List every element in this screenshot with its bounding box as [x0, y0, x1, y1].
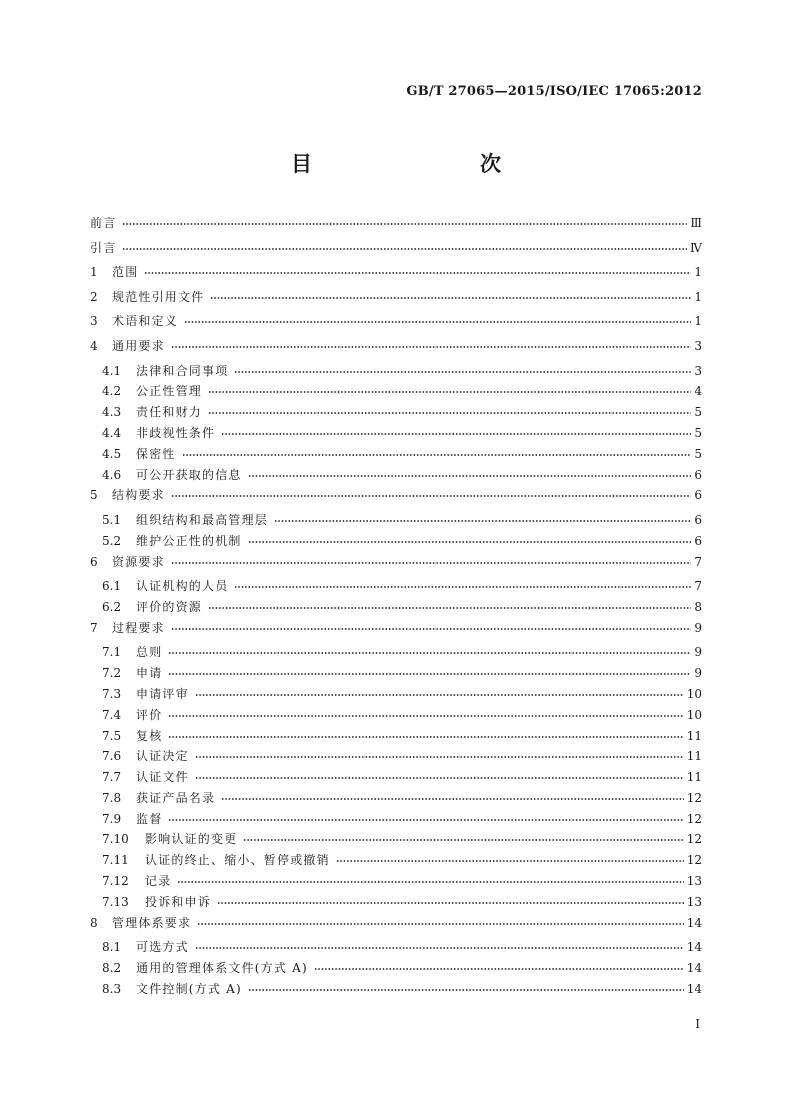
- toc-entry[interactable]: [90, 599, 702, 620]
- toc-leader-dots: [122, 215, 687, 227]
- toc-title: 目 次: [291, 151, 543, 176]
- toc-entry-page: 6: [694, 512, 702, 527]
- toc-entry[interactable]: [90, 790, 702, 811]
- toc-entry-title: 保密性: [136, 446, 176, 461]
- toc-entry[interactable]: [90, 446, 702, 467]
- toc-entry-page: 5: [694, 405, 702, 420]
- toc-entry-page: 14: [686, 915, 702, 930]
- toc-entry-page: 11: [686, 770, 702, 785]
- toc-leader-dots: [336, 852, 684, 864]
- toc-entry[interactable]: [90, 240, 702, 265]
- toc-entry-page: Ⅳ: [690, 240, 702, 255]
- table-of-contents: [90, 215, 702, 1002]
- toc-entry[interactable]: [90, 289, 702, 314]
- toc-entry-number: 4.6: [102, 467, 122, 482]
- toc-entry-title: 申请: [136, 666, 163, 681]
- toc-entry[interactable]: [90, 554, 702, 579]
- toc-entry-page: 12: [686, 811, 702, 826]
- toc-entry-title: 非歧视性条件: [136, 425, 216, 440]
- toc-entry-title: 责任和财力: [136, 405, 203, 420]
- toc-entry-number: 7.12: [102, 874, 129, 889]
- toc-entry-page: 4: [694, 384, 702, 399]
- toc-entry-number: 4.3: [102, 405, 122, 420]
- toc-entry[interactable]: [90, 363, 702, 384]
- toc-leader-dots: [217, 894, 684, 906]
- toc-entry-title: 文件控制(方式 A): [136, 981, 242, 996]
- toc-entry-page: 12: [686, 832, 702, 847]
- toc-entry-page: 6: [694, 467, 702, 482]
- toc-entry-number: 8.3: [102, 981, 122, 996]
- toc-leader-dots: [210, 289, 691, 301]
- toc-entry-title: 影响认证的变更: [145, 832, 238, 847]
- toc-leader-dots: [168, 728, 683, 740]
- toc-entry[interactable]: [90, 960, 702, 981]
- toc-leader-dots: [274, 512, 691, 524]
- toc-entry[interactable]: [90, 578, 702, 599]
- toc-entry-number: 7.2: [102, 666, 122, 681]
- toc-entry-page: 11: [686, 728, 702, 743]
- toc-entry-title: 维护公正性的机制: [136, 533, 242, 548]
- toc-entry-title: 总则: [136, 645, 163, 660]
- toc-entry-number: 5.1: [102, 512, 122, 527]
- toc-entry-title: 前言: [90, 216, 117, 230]
- toc-leader-dots: [208, 599, 691, 611]
- toc-entry-number: 5: [90, 488, 98, 503]
- toc-leader-dots: [314, 960, 684, 972]
- toc-entry-title: 过程要求: [112, 620, 165, 635]
- toc-leader-dots: [168, 644, 691, 656]
- toc-entry-page: Ⅲ: [690, 216, 702, 230]
- toc-leader-dots: [122, 240, 687, 252]
- toc-leader-dots: [168, 811, 683, 823]
- toc-entry-page: 10: [686, 707, 702, 722]
- toc-entry-title: 评价: [136, 707, 163, 722]
- toc-entry-number: 7: [90, 620, 98, 635]
- toc-entry-page: 13: [686, 874, 702, 889]
- toc-entry[interactable]: [90, 404, 702, 425]
- toc-leader-dots: [248, 981, 684, 993]
- toc-entry[interactable]: [90, 873, 702, 894]
- toc-entry[interactable]: [90, 533, 702, 554]
- toc-entry-title: 术语和定义: [112, 314, 179, 329]
- toc-leader-dots: [221, 425, 691, 437]
- toc-leader-dots: [197, 915, 684, 927]
- toc-entry-title: 引言: [90, 240, 117, 255]
- toc-entry[interactable]: [90, 811, 702, 832]
- toc-entry-title: 通用的管理体系文件(方式 A): [136, 961, 308, 976]
- toc-entry[interactable]: [90, 728, 702, 749]
- toc-leader-dots: [168, 665, 691, 677]
- toc-entry-page: 12: [686, 790, 702, 805]
- toc-entry-title: 资源要求: [112, 554, 165, 569]
- toc-entry-title: 管理体系要求: [112, 915, 192, 930]
- toc-entry-number: 8.1: [102, 940, 122, 955]
- toc-entry-page: 9: [694, 645, 702, 660]
- toc-entry-title: 通用要求: [112, 338, 165, 353]
- toc-entry-number: 7.8: [102, 790, 122, 805]
- toc-entry[interactable]: [90, 313, 702, 338]
- toc-entry-page: 9: [694, 666, 702, 681]
- toc-entry-page: 7: [694, 554, 702, 569]
- toc-entry[interactable]: [90, 831, 702, 852]
- toc-entry-number: 6.1: [102, 579, 122, 594]
- toc-entry-page: 14: [686, 940, 702, 955]
- toc-leader-dots: [221, 790, 684, 802]
- toc-entry-page: 3: [694, 363, 702, 378]
- toc-leader-dots: [208, 404, 691, 416]
- toc-entry-title: 规范性引用文件: [112, 289, 205, 304]
- toc-entry-title: 投诉和申诉: [145, 894, 212, 909]
- toc-entry-page: 1: [694, 314, 702, 329]
- toc-entry-number: 7.7: [102, 770, 122, 785]
- toc-entry-page: 14: [686, 981, 702, 996]
- toc-entry-number: 7.3: [102, 686, 122, 701]
- toc-entry-title: 认证的终止、缩小、暂停或撤销: [145, 853, 330, 868]
- toc-entry-number: 7.10: [102, 832, 129, 847]
- toc-leader-dots: [171, 338, 691, 350]
- toc-entry[interactable]: [90, 425, 702, 446]
- toc-entry-number: 2: [90, 289, 98, 304]
- toc-leader-dots: [171, 620, 691, 632]
- toc-leader-dots: [208, 383, 691, 395]
- toc-entry-number: 3: [90, 314, 98, 329]
- toc-entry[interactable]: [90, 264, 702, 289]
- toc-entry-title: 可公开获取的信息: [136, 467, 242, 482]
- toc-leader-dots: [171, 554, 691, 566]
- toc-entry-number: 4.5: [102, 446, 122, 461]
- toc-entry[interactable]: [90, 686, 702, 707]
- toc-entry-page: 9: [694, 620, 702, 635]
- toc-leader-dots: [195, 769, 684, 781]
- toc-entry-page: 1: [694, 265, 702, 280]
- toc-leader-dots: [248, 533, 691, 545]
- toc-entry-page: 7: [694, 579, 702, 594]
- toc-leader-dots: [168, 707, 683, 719]
- toc-entry-number: 7.9: [102, 811, 122, 826]
- toc-entry[interactable]: [90, 512, 702, 533]
- toc-entry[interactable]: [90, 894, 702, 915]
- toc-entry-page: 6: [694, 488, 702, 503]
- toc-entry-number: 7.6: [102, 749, 122, 764]
- toc-entry-title: 可选方式: [136, 940, 189, 955]
- toc-entry-page: 6: [694, 533, 702, 548]
- toc-entry-number: 4.2: [102, 384, 122, 399]
- toc-leader-dots: [195, 939, 684, 951]
- toc-entry-number: 6.2: [102, 599, 122, 614]
- toc-entry[interactable]: [90, 215, 702, 240]
- toc-entry[interactable]: [90, 939, 702, 960]
- toc-entry-page: 12: [686, 853, 702, 868]
- toc-entry-number: 4.1: [102, 363, 122, 378]
- toc-entry[interactable]: [90, 644, 702, 665]
- toc-entry-page: 14: [686, 961, 702, 976]
- toc-entry[interactable]: [90, 467, 702, 488]
- toc-entry-number: 4: [90, 338, 98, 353]
- toc-entry[interactable]: [90, 852, 702, 873]
- toc-entry[interactable]: [90, 748, 702, 769]
- toc-leader-dots: [195, 686, 684, 698]
- toc-entry-number: 4.4: [102, 425, 122, 440]
- toc-leader-dots: [234, 363, 691, 375]
- toc-entry-page: 10: [686, 686, 702, 701]
- toc-entry-title: 获证产品名录: [136, 790, 216, 805]
- toc-leader-dots: [184, 313, 691, 325]
- toc-entry-number: 7.4: [102, 707, 122, 722]
- toc-entry-page: 5: [694, 425, 702, 440]
- toc-entry-number: 6: [90, 554, 98, 569]
- toc-entry[interactable]: [90, 769, 702, 790]
- toc-entry-page: 13: [686, 894, 702, 909]
- toc-entry-page: 5: [694, 446, 702, 461]
- toc-entry-title: 评价的资源: [136, 599, 203, 614]
- toc-entry[interactable]: [90, 707, 702, 728]
- toc-leader-dots: [195, 748, 684, 760]
- toc-entry[interactable]: [90, 338, 702, 363]
- toc-entry-number: 8.2: [102, 961, 122, 976]
- toc-leader-dots: [177, 873, 683, 885]
- toc-entry-number: 1: [90, 265, 98, 280]
- toc-entry-title: 结构要求: [112, 488, 165, 503]
- toc-entry-page: 11: [686, 749, 702, 764]
- toc-entry-page: 8: [694, 599, 702, 614]
- toc-entry[interactable]: [90, 383, 702, 404]
- toc-entry-number: 8: [90, 915, 98, 930]
- toc-entry[interactable]: [90, 620, 702, 645]
- toc-entry-title: 法律和合同事项: [136, 363, 229, 378]
- standard-code-header: GB/T 27065—2015/ISO/IEC 17065:2012: [406, 84, 702, 99]
- toc-entry[interactable]: [90, 981, 702, 1002]
- toc-leader-dots: [144, 264, 691, 276]
- toc-entry-number: 7.5: [102, 728, 122, 743]
- toc-entry-title: 认证机构的人员: [136, 579, 229, 594]
- toc-leader-dots: [234, 578, 691, 590]
- toc-entry-title: 认证决定: [136, 749, 189, 764]
- toc-leader-dots: [182, 446, 691, 458]
- toc-entry-title: 范围: [112, 265, 139, 280]
- toc-entry-number: 7.13: [102, 894, 129, 909]
- toc-entry[interactable]: [90, 665, 702, 686]
- toc-entry-page: 3: [694, 338, 702, 353]
- toc-entry[interactable]: [90, 915, 702, 940]
- toc-entry-title: 公正性管理: [136, 384, 203, 399]
- toc-entry-title: 申请评审: [136, 686, 189, 701]
- toc-entry-title: 监督: [136, 811, 163, 826]
- toc-leader-dots: [248, 467, 691, 479]
- toc-entry-title: 记录: [145, 874, 172, 889]
- toc-entry-number: 7.11: [102, 853, 129, 868]
- toc-leader-dots: [243, 831, 683, 843]
- toc-entry-number: 5.2: [102, 533, 122, 548]
- toc-entry-number: 7.1: [102, 645, 122, 660]
- toc-entry-title: 复核: [136, 728, 163, 743]
- toc-entry[interactable]: [90, 487, 702, 512]
- toc-entry-title: 组织结构和最高管理层: [136, 512, 269, 527]
- toc-leader-dots: [171, 487, 691, 499]
- page-number: I: [695, 1017, 700, 1031]
- toc-entry-page: 1: [694, 289, 702, 304]
- toc-entry-title: 认证文件: [136, 770, 189, 785]
